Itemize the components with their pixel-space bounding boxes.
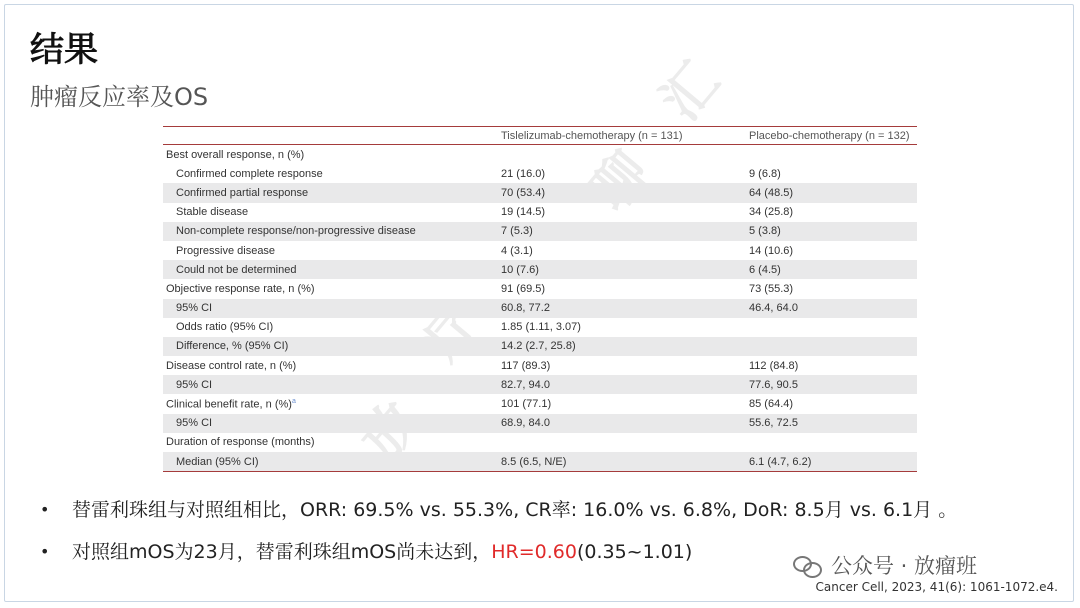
table-row — [163, 203, 917, 222]
watermark-char: 汇 — [648, 50, 732, 133]
cell-placebo: 64 (48.5) — [746, 183, 917, 202]
cell-tislelizumab: 1.85 (1.11, 3.07) — [501, 321, 581, 334]
row-label: Confirmed complete response — [176, 167, 323, 180]
cell-tislelizumab: 60.8, 77.2 — [498, 299, 746, 318]
table-header-row — [163, 127, 917, 145]
cell-placebo: 85 (64.4) — [749, 398, 794, 411]
cell-tislelizumab: 4 (3.1) — [501, 244, 533, 257]
table-row — [163, 337, 917, 356]
response-table — [163, 126, 917, 472]
row-label: Stable disease — [176, 206, 249, 219]
footnote-marker: a — [291, 397, 296, 405]
row-label: 95% CI — [163, 414, 498, 433]
watermark-char: 疗 — [408, 290, 492, 373]
row-label: Confirmed partial response — [163, 183, 498, 202]
cell-tislelizumab: 82.7, 94.0 — [498, 375, 746, 394]
cell-placebo: 5 (3.8) — [746, 222, 917, 241]
table-row — [163, 183, 917, 202]
row-label: Disease control rate, n (%) — [166, 359, 297, 372]
table-row — [163, 299, 917, 318]
table-row — [163, 260, 917, 279]
table-header: Tislelizumab-chemotherapy (n = 131) — [498, 127, 746, 145]
cell-placebo: 112 (84.8) — [749, 359, 799, 372]
cell-placebo: 34 (25.8) — [749, 206, 794, 219]
cell-placebo — [746, 318, 917, 337]
table-row — [163, 241, 917, 260]
row-label: Difference, % (95% CI) — [163, 337, 498, 356]
cell-tislelizumab: 21 (16.0) — [501, 167, 546, 180]
cell-tislelizumab: 101 (77.1) — [501, 398, 552, 411]
cell-tislelizumab: 91 (69.5) — [501, 282, 546, 295]
cell-tislelizumab: 8.5 (6.5, N/E) — [498, 452, 746, 472]
cell-placebo: 73 (55.3) — [749, 282, 794, 295]
bullet-item — [40, 496, 957, 538]
cell-tislelizumab — [498, 433, 746, 452]
cell-tislelizumab: 19 (14.5) — [501, 206, 546, 219]
row-label: 95% CI — [163, 299, 498, 318]
cell-placebo: 77.6, 90.5 — [746, 375, 917, 394]
row-label: Odds ratio (95% CI) — [176, 321, 274, 334]
table-row — [163, 318, 917, 337]
cell-placebo: 6 (4.5) — [746, 260, 917, 279]
row-label: 95% CI — [163, 375, 498, 394]
table-row — [163, 164, 917, 183]
table-row — [163, 452, 917, 472]
cell-placebo: 9 (6.8) — [749, 167, 781, 180]
bullet-dot-icon: • — [40, 542, 50, 561]
row-label: Clinical benefit rate, n (%) — [166, 398, 292, 411]
row-label: Objective response rate, n (%) — [166, 282, 315, 295]
bullet-dot-icon: • — [40, 500, 50, 519]
row-label: Could not be determined — [163, 260, 498, 279]
cell-placebo: 55.6, 72.5 — [746, 414, 917, 433]
account-brand — [793, 550, 977, 580]
table-row — [163, 375, 917, 394]
wechat-icon — [793, 554, 821, 576]
cell-placebo — [746, 337, 917, 356]
row-label: Duration of response (months) — [166, 436, 315, 449]
table-row — [163, 279, 917, 298]
row-label-cell — [163, 394, 498, 413]
cell-tislelizumab: 10 (7.6) — [498, 260, 746, 279]
slide-title: 结果 — [30, 30, 98, 70]
cell-tislelizumab: 70 (53.4) — [498, 183, 746, 202]
cell-tislelizumab: 68.9, 84.0 — [498, 414, 746, 433]
citation: Cancer Cell, 2023, 41(6): 1061-1072.e4. — [815, 580, 1058, 594]
table-header — [163, 127, 498, 145]
cell-placebo: 14 (10.6) — [749, 244, 794, 257]
table-row — [163, 414, 917, 433]
table-row — [163, 145, 917, 165]
cell-placebo: 46.4, 64.0 — [746, 299, 917, 318]
watermark-char: 聊 — [578, 140, 662, 223]
hr-highlight: HR=0.60 — [491, 541, 577, 563]
hr-interval: (0.35~1.01) — [576, 541, 693, 563]
brand-text: 公众号 · 放瘤班 — [831, 554, 978, 578]
slide-subtitle: 肿瘤反应率及OS — [30, 83, 209, 111]
cell-tislelizumab: 117 (89.3) — [501, 359, 551, 372]
cell-placebo: 6.1 (4.7, 6.2) — [746, 452, 917, 472]
cell-tislelizumab — [498, 145, 746, 165]
row-label: Best overall response, n (%) — [166, 148, 305, 161]
row-label: Non-complete response/non-progressive disease — [163, 222, 498, 241]
row-label: Progressive disease — [176, 244, 276, 257]
table-row — [163, 394, 917, 413]
cell-placebo — [746, 433, 917, 452]
cell-tislelizumab: 14.2 (2.7, 25.8) — [498, 337, 746, 356]
table-row — [163, 222, 917, 241]
cell-tislelizumab: 7 (5.3) — [498, 222, 746, 241]
bullet-text: 对照组mOS为23月，替雷利珠组mOS尚未达到， — [72, 541, 492, 563]
table-row — [163, 433, 917, 452]
row-label: Median (95% CI) — [163, 452, 498, 472]
table-row — [163, 356, 917, 375]
bullet-text: 替雷利珠组与对照组相比，ORR: 69.5% vs. 55.3%, CR率: 16.0% vs. 6.8%, DoR: 8.5月 vs. 6.1月 。 — [72, 499, 958, 521]
cell-placebo — [746, 145, 917, 165]
table-header: Placebo-chemotherapy (n = 132) — [746, 127, 917, 145]
